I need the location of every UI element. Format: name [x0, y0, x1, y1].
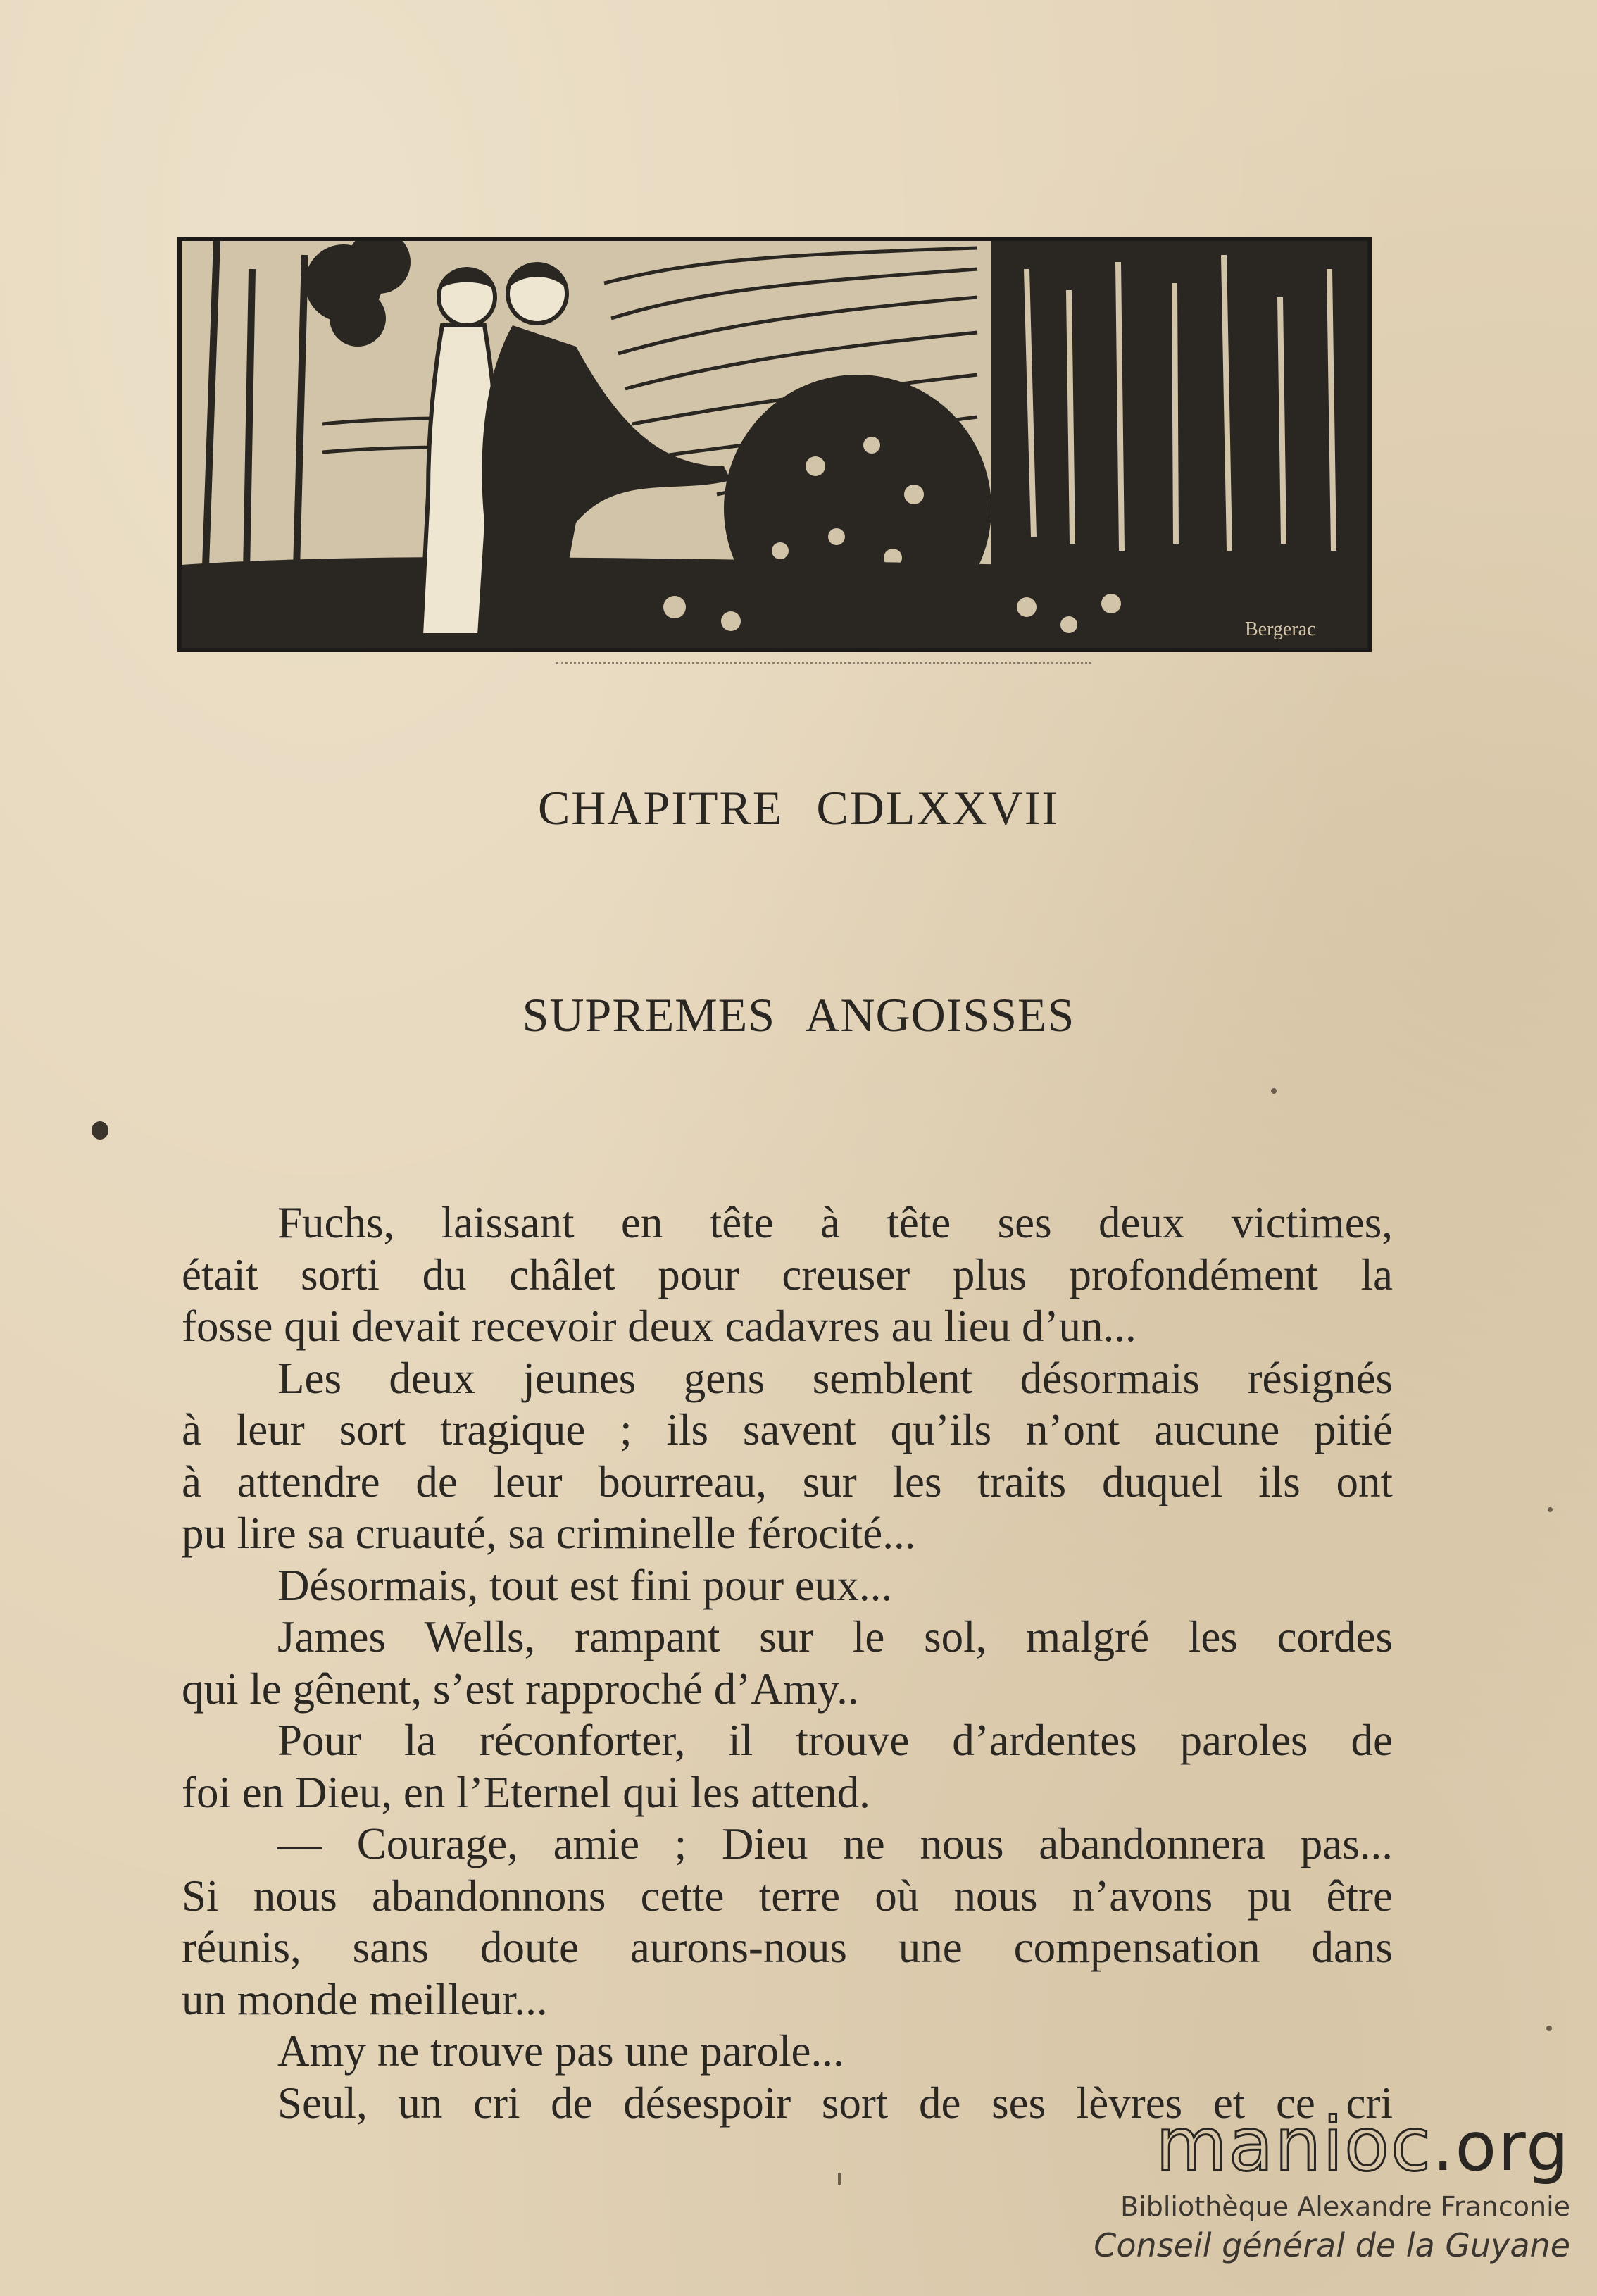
logo-main-text: manioc [1156, 2102, 1433, 2188]
text-line: Les deux jeunes gens semblent désormais résignés [277, 1353, 1393, 1403]
council-name: Conseil général de la Guyane [1094, 2226, 1570, 2264]
engraving-couple-garden-icon [182, 241, 1367, 648]
text-line: à leur sort tragique ; ils savent qu’ils n’ont aucune pitié [182, 1405, 1393, 1454]
text-line: James Wells, rampant sur le sol, malgré les cordes [277, 1612, 1393, 1661]
text-line: réunis, sans doute aurons-nous une compensation dans [182, 1923, 1393, 1972]
paper-speck [838, 2173, 841, 2185]
paper-speck [1546, 2026, 1552, 2031]
decorative-dots [556, 662, 1091, 671]
text-line: pu lire sa cruauté, sa criminelle férocité... [182, 1509, 916, 1558]
text-line: Si nous abandonnons cette terre où nous n’avons pu être [182, 1871, 1393, 1921]
manioc-logo [1077, 2102, 1570, 2188]
paper-speck [1271, 1088, 1277, 1094]
text-line: — Courage, amie ; Dieu ne nous abandonnera pas... [277, 1819, 1393, 1868]
text-line: qui le gênent, s’est rapproché d’Amy.. [182, 1664, 859, 1714]
logo-tld-text: .org [1432, 2107, 1570, 2186]
illustration-signature: Bergerac [1245, 618, 1316, 640]
text-line: Pour la réconforter, il trouve d’ardentes paroles de [277, 1716, 1393, 1765]
text-line: Seul, un cri de désespoir sort de ses lèvres et ce cri [277, 2078, 1393, 2128]
text-line: Fuchs, laissant en tête à tête ses deux victimes, [277, 1198, 1393, 1247]
chapter-body [182, 1197, 1393, 2129]
chapter-title: CHAPITRE CDLXXVII [537, 781, 1060, 835]
ink-spot [92, 1121, 108, 1140]
text-line: était sorti du châlet pour creuser plus profondément la [182, 1249, 1393, 1299]
text-line: Désormais, tout est fini pour eux... [277, 1560, 893, 1610]
paper-speck [1548, 1507, 1553, 1512]
chapter-subtitle: SUPREMES ANGOISSES [522, 988, 1075, 1042]
manioc-watermark [1077, 2102, 1570, 2264]
text-line: fosse qui devait recevoir deux cadavres au lieu d’un... [182, 1302, 1136, 1351]
text-line: Amy ne trouve pas une parole... [277, 2026, 844, 2076]
chapter-vignette-illustration [177, 237, 1372, 652]
institution-name: Bibliothèque Alexandre Franconie [1120, 2191, 1570, 2222]
text-line: un monde meilleur... [182, 1974, 548, 2024]
text-line: à attendre de leur bourreau, sur les traits duquel ils ont [182, 1456, 1393, 1506]
text-line: foi en Dieu, en l’Eternel qui les attend. [182, 1767, 870, 1817]
